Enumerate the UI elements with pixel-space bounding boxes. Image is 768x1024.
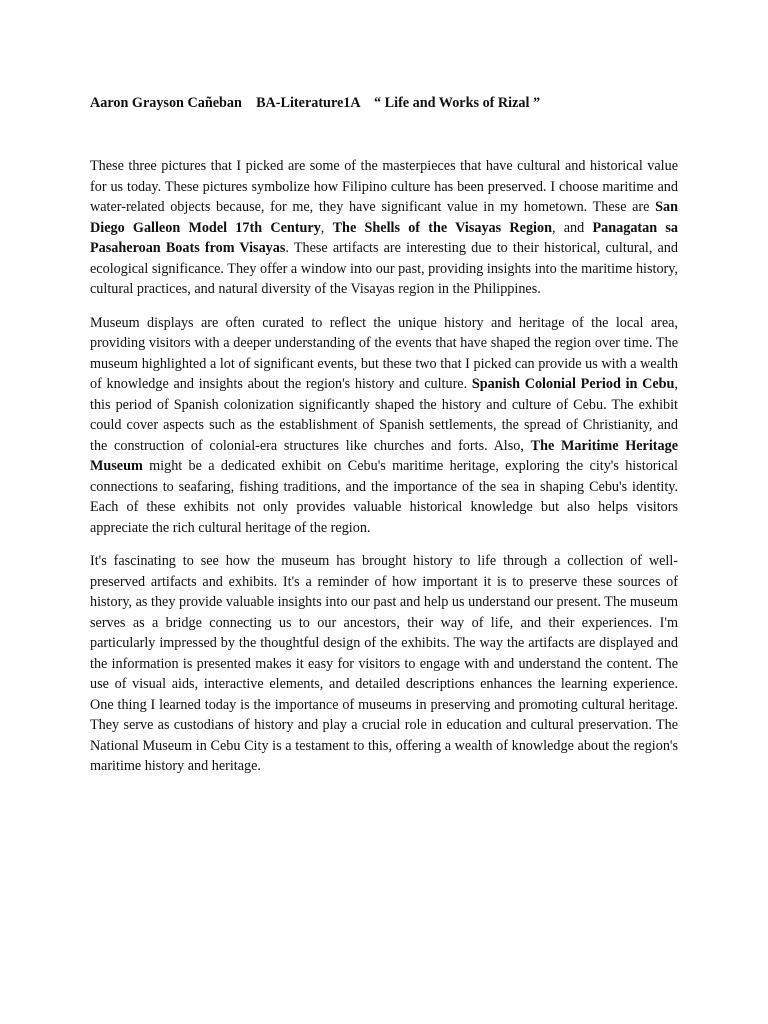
paragraph-2 [90,313,678,539]
author-name: Aaron Grayson Cañeban [90,95,242,111]
course-code: BA-Literature1A [256,95,360,111]
paragraph-3-text: It's fascinating to see how the museum has brought history to life through a collection of well-preserved artifacts and exhibits. It's a reminder of how important it is to preserve these sources of history, as they provide valuable insights into our past and help us understand our present. The museum serves as a bridge connecting us to our ancestors, their way of life, and their experiences. I'm particularly impressed by the thoughtful design of the exhibits. The way the artifacts are displayed and the information is presented makes it easy for visitors to engage with and understand the content. The use of visual aids, interactive elements, and detailed descriptions enhances the learning experience. One thing I learned today is the importance of museums in preserving and promoting cultural heritage. They serve as custodians of history and play a crucial role in education and cultural preservation. The National Museum in Cebu City is a testament to this, offering a wealth of knowledge about the region's maritime history and heritage. [90,553,678,774]
document-header [90,93,678,113]
paragraph-2-text-a: Museum displays are often curated to reflect the unique history and heritage of the local area, providing visitors with a deeper understanding of the events that have shaped the region over time. The museum highlighted a lot of significant events, but these two that I picked can provide us with a wealth of knowledge and insights about the region's history and culture. [90,314,678,392]
paragraph-2-text-b: , this period of Spanish colonization significantly shaped the history and culture of Cebu. The exhibit could cover aspects such as the establishment of Spanish settlements, the spread of Christianity, and the construction of colonial-era structures like churches and forts. Also, [90,376,678,454]
artifact-name-boats: Panagatan sa Pasaheroan Boats from Visayas [90,219,678,256]
paragraph-1-text-c: , and [551,219,593,236]
paragraph-1-text-a: These three pictures that I picked are some of the masterpieces that have cultural and historical value for us today. These pictures symbolize how Filipino culture has been preserved. I choose maritime and water-related objects because, for me, they have significant value in my hometown. These are [90,158,678,215]
exhibit-name-spanish-colonial: Spanish Colonial Period in Cebu [471,376,675,392]
paragraph-1 [90,156,678,300]
document-page [90,93,678,790]
paragraph-1-text-b: , [320,219,333,236]
paragraph-1-text-d: . These artifacts are interesting due to their historical, cultural, and ecological significance. They offer a window into our past, providing insights into the maritime history, cultural practices, and natural diversity of the Visayas region in the Philippines. [90,240,678,297]
exhibit-name-maritime-heritage: The Maritime Heritage Museum [90,437,679,474]
document-title: “ Life and Works of Rizal ” [374,95,541,111]
artifact-name-shells: The Shells of the Visayas Region [332,219,552,236]
artifact-name-galleon: San Diego Galleon Model 17th Century [90,199,678,236]
paragraph-2-text-c: might be a dedicated exhibit on Cebu's maritime heritage, exploring the city's historical connections to seafaring, fishing traditions, and the importance of the sea in shaping Cebu's identity. Each of these exhibits not only provides valuable historical knowledge but also helps visitors appreciate the rich cultural heritage of the region. [90,458,678,536]
paragraph-3 [90,551,678,777]
